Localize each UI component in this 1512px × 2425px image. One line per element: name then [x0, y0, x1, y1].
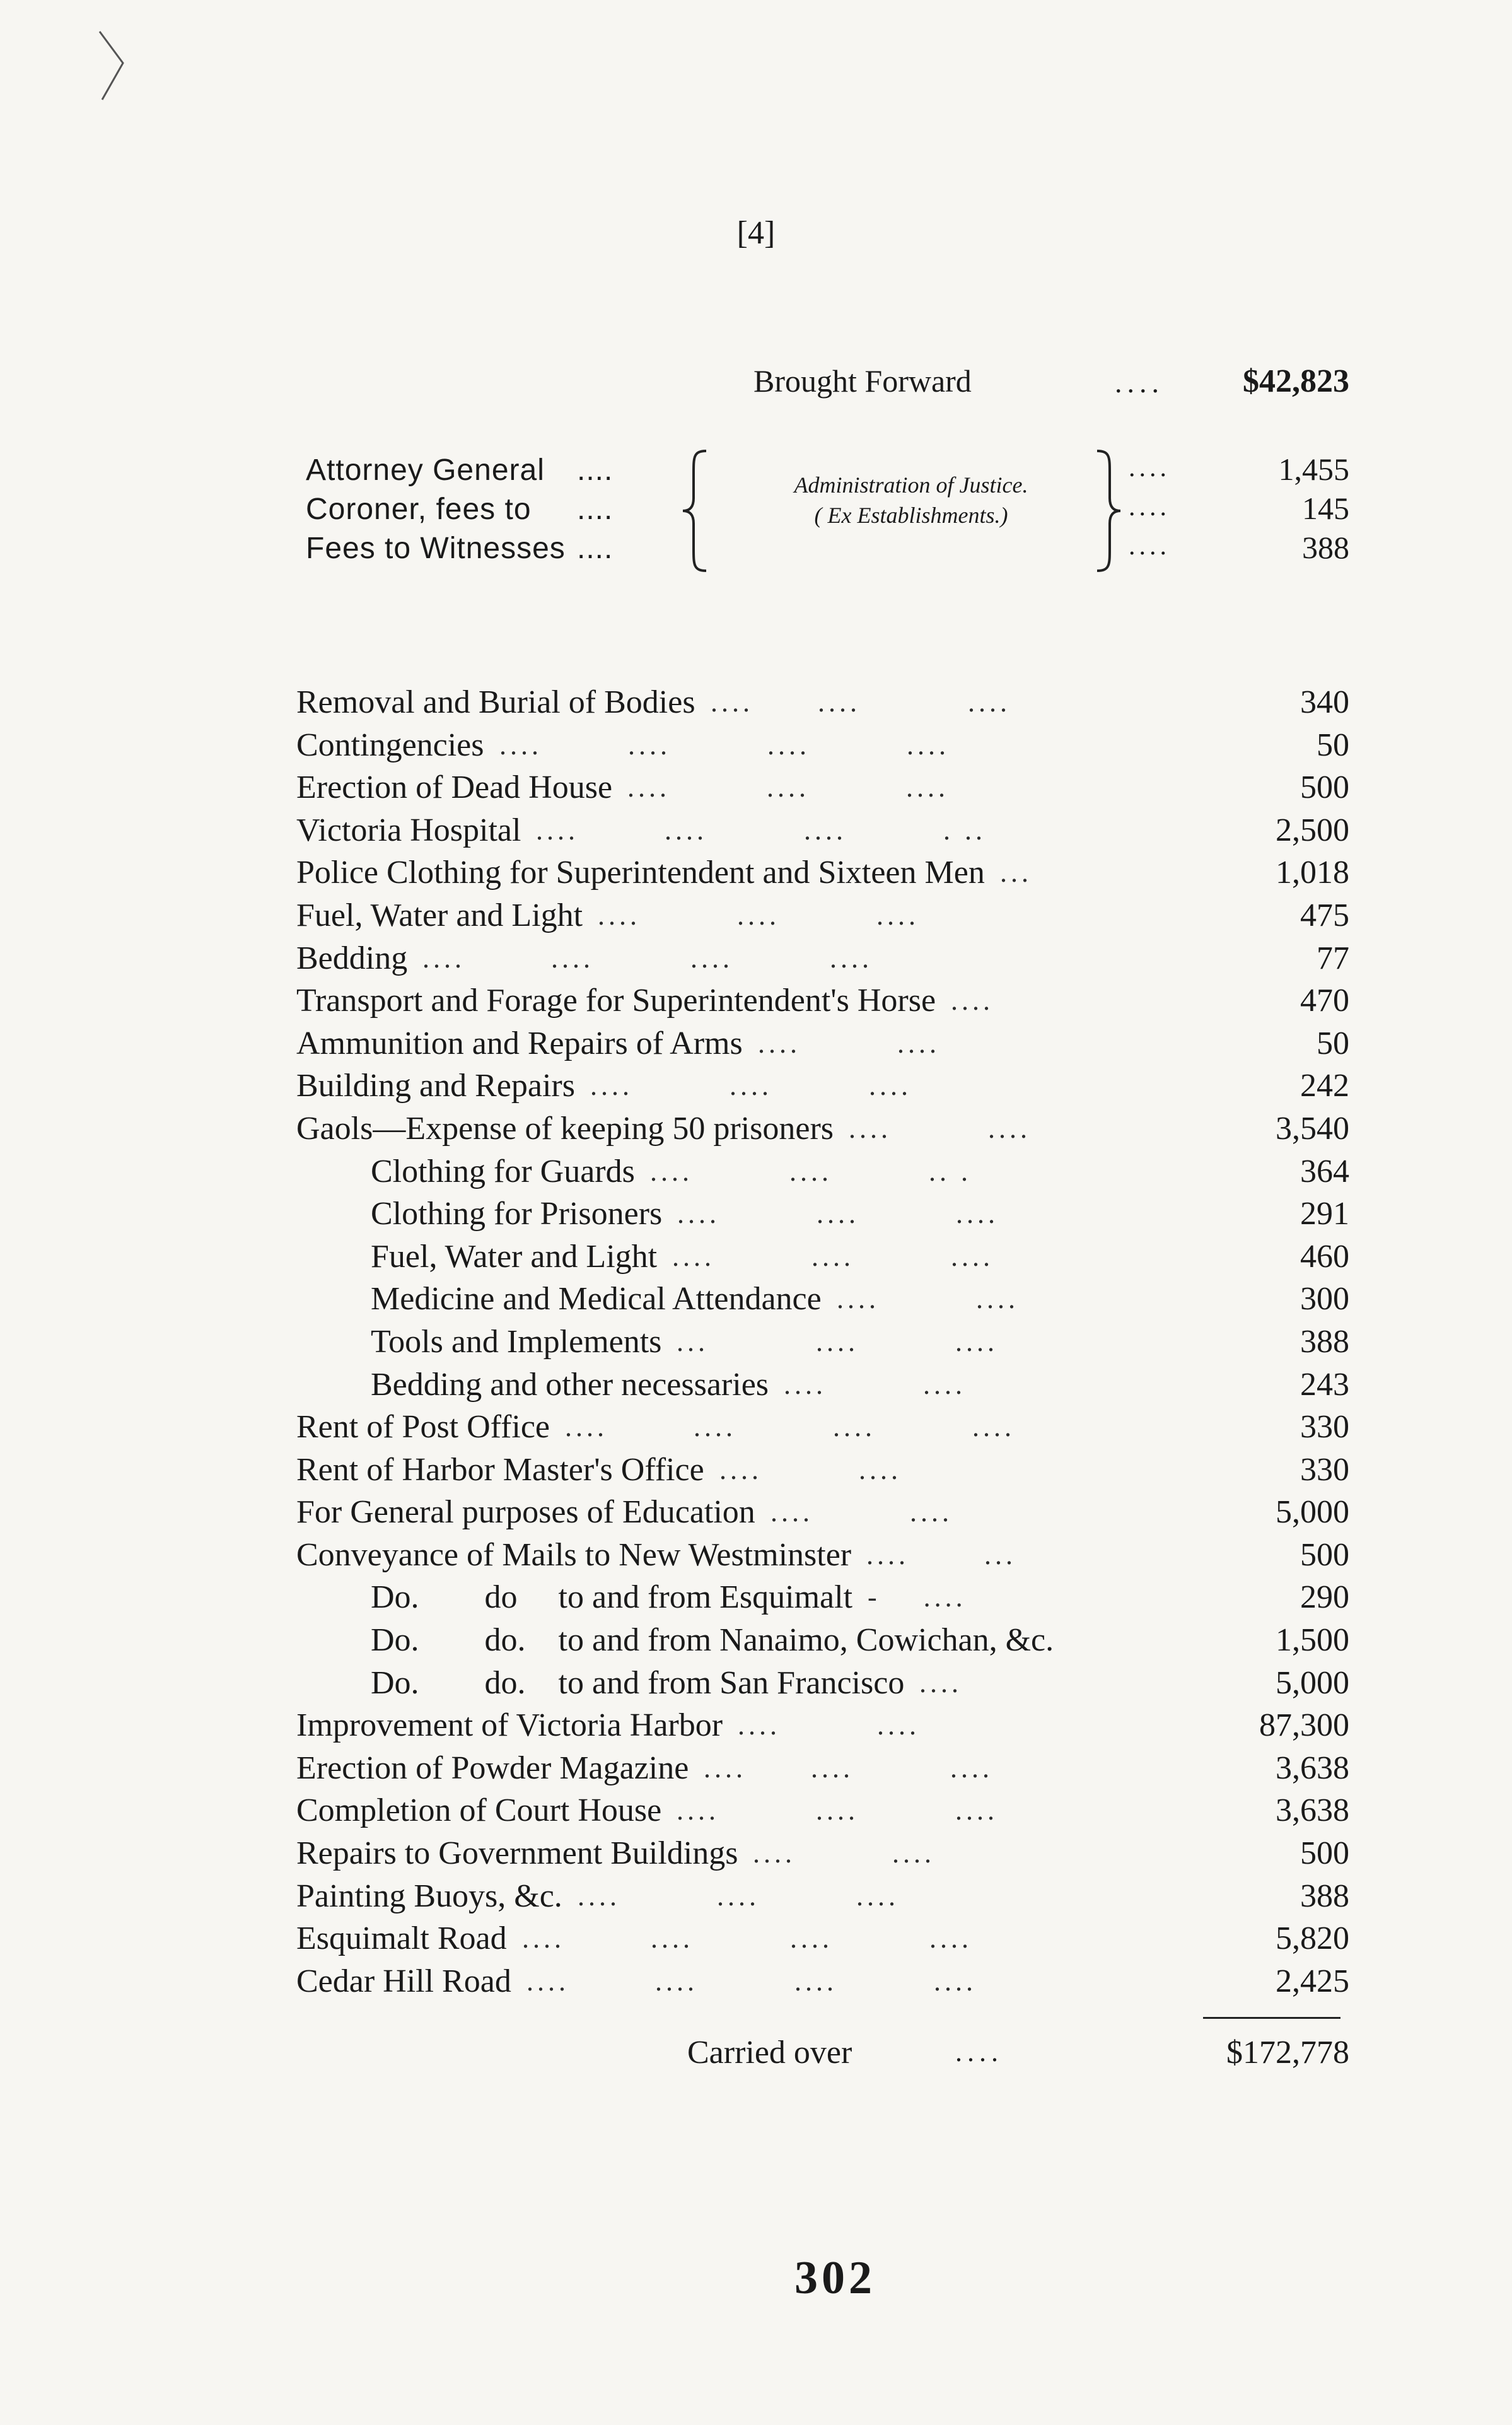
- leader-dots: .... ....: [771, 1497, 953, 1528]
- expense-amount: 470: [1300, 983, 1349, 1019]
- expense-amount: 300: [1300, 1281, 1349, 1318]
- leader-dots: ....: [951, 985, 994, 1017]
- expense-label: Clothing for Guards: [371, 1153, 635, 1189]
- expense-amount: 1,500: [1276, 1622, 1349, 1659]
- expense-row: [296, 1193, 1349, 1236]
- expense-label: Gaols—Expense of keeping 50 prisoners: [296, 1110, 834, 1147]
- expense-label: Erection of Dead House: [296, 769, 613, 806]
- expense-row: [296, 1960, 1349, 2003]
- expense-label: Removal and Burial of Bodies: [296, 684, 695, 720]
- carried-over-dots: ....: [955, 2036, 1003, 2067]
- justice-heading: [735, 470, 1088, 530]
- expense-amount: 500: [1300, 1835, 1349, 1872]
- justice-amount: 388: [1302, 530, 1349, 565]
- expense-label: Do. do. to and from Nanaimo, Cowichan, &c.: [371, 1622, 1054, 1659]
- expense-amount: 1,018: [1276, 855, 1349, 891]
- expense-row: [296, 1406, 1349, 1449]
- expense-amount: 364: [1300, 1153, 1349, 1189]
- leader-dots: .... ...: [866, 1539, 1016, 1570]
- leader-dots: .... ....: [849, 1113, 1031, 1144]
- expense-amount: 5,820: [1276, 1920, 1349, 1957]
- expense-label: Painting Buoys, &c.: [296, 1878, 562, 1914]
- expense-row: [296, 1107, 1349, 1150]
- expense-amount: 3,638: [1276, 1750, 1349, 1786]
- expense-row: [296, 1321, 1349, 1364]
- expense-label: Cedar Hill Road: [296, 1963, 511, 1999]
- justice-row: [306, 490, 613, 529]
- expense-amount: 243: [1300, 1366, 1349, 1403]
- expense-label: Conveyance of Mails to New Westminster: [296, 1536, 852, 1573]
- justice-amount: 145: [1302, 491, 1349, 526]
- leader-dots: .... .... ....: [598, 899, 919, 931]
- leader-dots: .... .... .... ....: [422, 942, 873, 974]
- justice-right-dots: ....: [1129, 493, 1170, 522]
- expense-amount: 242: [1300, 1068, 1349, 1104]
- expense-label: Do. do to and from Esquimalt: [371, 1579, 853, 1616]
- expense-amount: 50: [1317, 1025, 1349, 1061]
- expense-amount: 330: [1300, 1451, 1349, 1488]
- leader-dots: .... .... ....: [704, 1752, 993, 1784]
- expense-row: [296, 1065, 1349, 1107]
- right-brace-icon: [1088, 448, 1125, 574]
- expense-amount: 87,300: [1259, 1707, 1349, 1744]
- brought-forward-dots: ....: [1115, 366, 1164, 399]
- expense-row: [296, 1364, 1349, 1406]
- leader-dots: .... .... ....: [711, 687, 1011, 718]
- expense-row: [296, 979, 1349, 1022]
- expense-row: [296, 851, 1349, 894]
- leader-dots: .... .... .... ....: [499, 729, 950, 761]
- expense-label: Bedding and other necessaries: [371, 1366, 769, 1403]
- leader-dots: .... .... ....: [672, 1241, 994, 1272]
- leader-dots: .... .... .. .: [650, 1155, 972, 1187]
- expense-row: [296, 1150, 1349, 1193]
- expense-label: Police Clothing for Superintendent and Sixteen Men: [296, 855, 985, 891]
- expense-amount: 500: [1300, 769, 1349, 806]
- expense-amount: 2,425: [1276, 1963, 1349, 1999]
- expense-row: [296, 1875, 1349, 1918]
- brought-forward-label: Brought Forward: [753, 363, 972, 399]
- leader-dots: ....: [919, 1667, 962, 1698]
- justice-right-dots: ....: [1129, 453, 1170, 482]
- carried-over-amount: $172,778: [1226, 2035, 1349, 2071]
- expense-row: [296, 1491, 1349, 1534]
- justice-heading-line2: ( Ex Establishments.): [814, 503, 1008, 528]
- expense-label: Contingencies: [296, 727, 484, 763]
- expense-amount: 77: [1317, 940, 1349, 976]
- leader-dots: .... .... ....: [677, 1198, 999, 1230]
- expense-label: Clothing for Prisoners: [371, 1196, 663, 1232]
- expense-label: For General purposes of Education: [296, 1494, 755, 1531]
- justice-row: [306, 451, 613, 490]
- expense-row: [296, 1917, 1349, 1960]
- expense-label: Fuel, Water and Light: [296, 897, 583, 933]
- justice-right-dots: ....: [1129, 532, 1170, 561]
- leader-dots: .... ....: [758, 1027, 940, 1059]
- leader-dots: .... ....: [719, 1454, 902, 1485]
- expense-row: [296, 724, 1349, 767]
- leader-dots: .... .... .... ....: [522, 1923, 972, 1955]
- expense-label: Esquimalt Road: [296, 1920, 507, 1957]
- brought-forward-amount: $42,823: [1243, 363, 1349, 399]
- expense-label: Fuel, Water and Light: [371, 1238, 658, 1275]
- expense-amount: 291: [1300, 1196, 1349, 1232]
- total-rule: [1203, 2017, 1340, 2019]
- expense-label: Rent of Post Office: [296, 1409, 550, 1446]
- justice-heading-line1: Administration of Justice.: [794, 472, 1028, 498]
- expense-row: [296, 1832, 1349, 1875]
- expense-row: [296, 681, 1349, 724]
- expense-amount: 2,500: [1276, 812, 1349, 848]
- left-brace-icon: [678, 448, 716, 574]
- leader-dots: .... .... ....: [677, 1795, 998, 1826]
- carried-over-label: Carried over: [687, 2035, 852, 2071]
- expense-label: Do. do. to and from San Francisco: [371, 1664, 905, 1701]
- expense-row: [296, 1022, 1349, 1065]
- expense-label: Victoria Hospital: [296, 812, 521, 848]
- expense-amount: 388: [1300, 1878, 1349, 1914]
- leader-dots: .... .... ....: [590, 1070, 912, 1102]
- expense-amount: 5,000: [1276, 1494, 1349, 1531]
- expense-row: [296, 1789, 1349, 1832]
- expense-row: [296, 1236, 1349, 1278]
- expense-amount: 475: [1300, 897, 1349, 933]
- expense-row: [296, 1619, 1349, 1662]
- leader-dots: .... .... .... . ..: [536, 814, 986, 846]
- expense-label: Building and Repairs: [296, 1068, 575, 1104]
- expense-label: Repairs to Government Buildings: [296, 1835, 738, 1872]
- justice-row: [306, 529, 613, 568]
- leader-dots: .... ....: [753, 1838, 935, 1869]
- expense-label: Rent of Harbor Master's Office: [296, 1451, 704, 1488]
- expense-row: [296, 1704, 1349, 1747]
- expense-row: [296, 894, 1349, 937]
- expense-row: [296, 1662, 1349, 1705]
- expense-amount: 340: [1300, 684, 1349, 720]
- expense-amount: 5,000: [1276, 1664, 1349, 1701]
- folio-number: 302: [794, 2252, 876, 2304]
- corner-mark: [88, 25, 139, 107]
- leader-dots: .... .... ....: [578, 1880, 899, 1912]
- expense-label: Ammunition and Repairs of Arms: [296, 1025, 743, 1061]
- expense-label: Completion of Court House: [296, 1792, 662, 1829]
- leader-dots: .... ....: [837, 1283, 1019, 1315]
- expense-label: Erection of Powder Magazine: [296, 1750, 689, 1786]
- justice-item-label: Fees to Witnesses: [306, 532, 566, 565]
- justice-item-dots: ....: [577, 493, 614, 526]
- justice-item-dots: ....: [577, 453, 614, 487]
- expense-row: [296, 1449, 1349, 1492]
- leader-dots: .... ....: [738, 1710, 920, 1741]
- expense-amount: 388: [1300, 1323, 1349, 1360]
- justice-item-label: Coroner, fees to: [306, 493, 532, 526]
- expense-row: [296, 937, 1349, 980]
- expense-label: Medicine and Medical Attendance: [371, 1281, 822, 1318]
- page-number: [4]: [736, 215, 776, 251]
- expense-row: [296, 1534, 1349, 1577]
- expense-amount: 50: [1317, 727, 1349, 763]
- expense-row: [296, 809, 1349, 852]
- expense-amount: 330: [1300, 1409, 1349, 1446]
- leader-dots: ... .... ....: [677, 1326, 998, 1357]
- leader-dots: .... .... .... ....: [565, 1411, 1015, 1443]
- expense-amount: 290: [1300, 1579, 1349, 1616]
- expense-label: Transport and Forage for Superintendent's Horse: [296, 983, 936, 1019]
- expense-row: [296, 766, 1349, 809]
- justice-item-dots: ....: [577, 532, 614, 565]
- leader-dots: - ....: [868, 1582, 967, 1613]
- justice-labels: [306, 451, 613, 568]
- expense-list: [296, 681, 1349, 2002]
- expense-label: Tools and Implements: [371, 1323, 662, 1360]
- expense-label: Bedding: [296, 940, 408, 976]
- expense-label: Improvement of Victoria Harbor: [296, 1707, 723, 1744]
- expense-row: [296, 1747, 1349, 1790]
- leader-dots: .... ....: [784, 1369, 966, 1400]
- justice-amount: 1,455: [1278, 452, 1349, 487]
- leader-dots: .... .... ....: [627, 772, 949, 803]
- leader-dots: ...: [1000, 857, 1032, 889]
- expense-row: [296, 1278, 1349, 1321]
- leader-dots: .... .... .... ....: [526, 1965, 977, 1997]
- justice-item-label: Attorney General: [306, 453, 545, 487]
- expense-amount: 3,540: [1276, 1110, 1349, 1147]
- expense-amount: 500: [1300, 1536, 1349, 1573]
- expense-amount: 3,638: [1276, 1792, 1349, 1829]
- expense-row: [296, 1576, 1349, 1619]
- expense-amount: 460: [1300, 1238, 1349, 1275]
